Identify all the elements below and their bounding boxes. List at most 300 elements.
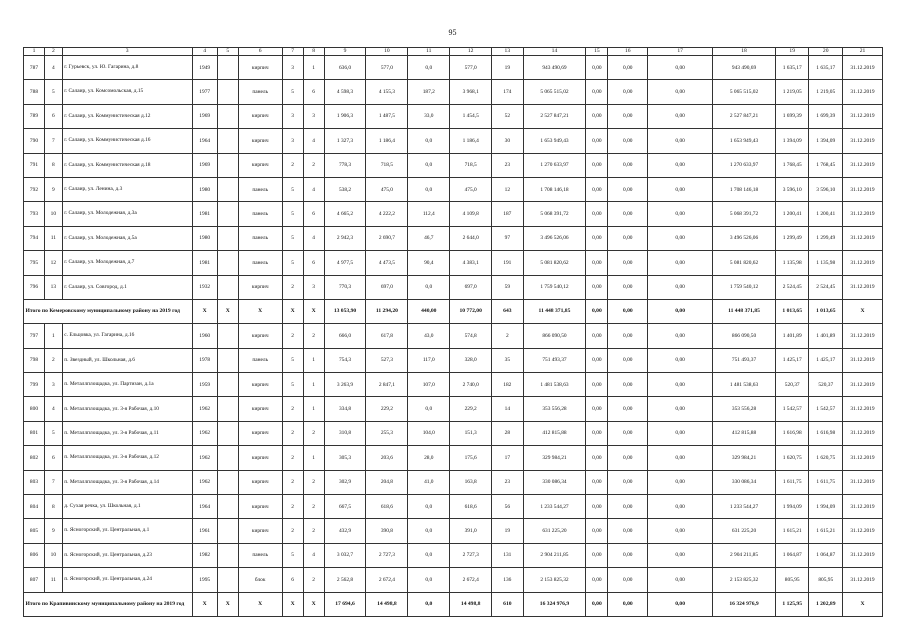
table-cell: 754,3: [324, 348, 366, 372]
table-cell: 5: [282, 373, 303, 397]
table-cell: 2 904 211,85: [713, 543, 776, 567]
table-cell: 778,3: [324, 153, 366, 177]
table-cell: 806: [24, 543, 45, 567]
table-cell: г. Салаир, ул. Коммунистическая д.18: [62, 153, 192, 177]
table-row: [24, 104, 883, 128]
table-cell: 2 524,45: [775, 275, 809, 299]
table-cell: 2 672,4: [450, 568, 492, 592]
table-cell: 4: [303, 129, 324, 153]
table-cell: 807: [24, 568, 45, 592]
table-cell: 0,00: [608, 129, 648, 153]
table-cell: 412 815,88: [713, 421, 776, 445]
table-cell: 1 699,39: [775, 104, 809, 128]
table-cell: 0,00: [648, 543, 713, 567]
table-row: [24, 543, 883, 567]
table-cell: 751 493,37: [713, 348, 776, 372]
table-cell: 1932: [192, 275, 217, 299]
table-cell: [217, 80, 238, 104]
table-cell: 11: [44, 226, 62, 250]
table-row: [24, 568, 883, 592]
table-cell: 28: [492, 421, 523, 445]
table-cell: 794: [24, 226, 45, 250]
table-cell: 527,3: [366, 348, 408, 372]
table-cell: 866 090,50: [523, 324, 586, 348]
table-cell: 1 481 538,63: [713, 373, 776, 397]
table-cell: 13: [44, 275, 62, 299]
table-header-row: [24, 48, 883, 56]
table-cell: [217, 568, 238, 592]
table-cell: 0,0: [408, 568, 450, 592]
column-header: 1: [24, 48, 45, 56]
table-cell: 0,00: [608, 470, 648, 494]
table-cell: 0,0: [408, 543, 450, 567]
table-cell: 31.12.2019: [842, 275, 882, 299]
table-cell: [217, 129, 238, 153]
table-cell: 2: [303, 153, 324, 177]
table-cell: 1 327,3: [324, 129, 366, 153]
table-cell: [217, 543, 238, 567]
table-cell: 2 672,4: [366, 568, 408, 592]
table-cell: 0,00: [648, 421, 713, 445]
table-cell: панель: [238, 80, 282, 104]
table-cell: 1 186,4: [366, 129, 408, 153]
table-cell: 1 620,75: [809, 446, 843, 470]
table-cell: 0,00: [648, 470, 713, 494]
table-cell: 330 086,34: [523, 470, 586, 494]
table-cell: 2 690,7: [366, 226, 408, 250]
table-cell: 2 942,3: [324, 226, 366, 250]
table-cell: [217, 470, 238, 494]
total-label: Итого по Кемеровскому муниципальному району на 2019 год: [24, 299, 193, 323]
table-cell: X: [303, 299, 324, 323]
table-cell: 31.12.2019: [842, 104, 882, 128]
table-cell: блок: [238, 568, 282, 592]
table-cell: 1 481 538,63: [523, 373, 586, 397]
table-cell: 1 635,17: [775, 56, 809, 80]
table-cell: 4 665,2: [324, 202, 366, 226]
table-cell: 3: [44, 373, 62, 397]
table-cell: 11 448 371,85: [713, 299, 776, 323]
column-header: 13: [492, 48, 523, 56]
table-cell: 16 324 976,9: [523, 592, 586, 616]
table-cell: п. Металлплощадка, ул. 3-я Рабочая, д.14: [62, 470, 192, 494]
table-cell: 3 496 526,06: [713, 226, 776, 250]
table-cell: 0,00: [608, 80, 648, 104]
table-cell: 1 219,05: [775, 80, 809, 104]
table-cell: X: [282, 592, 303, 616]
table-cell: 1969: [192, 104, 217, 128]
table-cell: 520,37: [809, 373, 843, 397]
table-cell: 2: [282, 153, 303, 177]
column-header: 12: [450, 48, 492, 56]
table-cell: 0,00: [608, 251, 648, 275]
table-cell: г. Салаир, ул. Коммунистическая д.12: [62, 104, 192, 128]
table-cell: 1 620,75: [775, 446, 809, 470]
table-row: [24, 373, 883, 397]
table-cell: 5: [282, 543, 303, 567]
table-cell: 31.12.2019: [842, 397, 882, 421]
column-header: 4: [192, 48, 217, 56]
table-cell: 191: [492, 251, 523, 275]
table-cell: 1 616,98: [809, 421, 843, 445]
table-cell: 0,00: [648, 592, 713, 616]
table-cell: кирпич: [238, 56, 282, 80]
table-cell: 718,5: [366, 153, 408, 177]
table-cell: кирпич: [238, 519, 282, 543]
table-cell: 14 498,8: [366, 592, 408, 616]
table-cell: 3 032,7: [324, 543, 366, 567]
table-cell: 3: [303, 275, 324, 299]
table-cell: 0,00: [648, 299, 713, 323]
table-cell: 4 977,5: [324, 251, 366, 275]
table-cell: 0,00: [608, 543, 648, 567]
table-cell: 3: [282, 129, 303, 153]
table-row: [24, 495, 883, 519]
table-cell: панель: [238, 348, 282, 372]
table-cell: 0,00: [608, 421, 648, 445]
table-cell: [217, 153, 238, 177]
table-cell: 1960: [192, 324, 217, 348]
table-cell: 943 490,69: [523, 56, 586, 80]
column-header: 7: [282, 48, 303, 56]
table-cell: 2 904 211,85: [523, 543, 586, 567]
table-cell: 31.12.2019: [842, 177, 882, 201]
table-cell: панель: [238, 177, 282, 201]
table-cell: 19: [492, 56, 523, 80]
table-cell: кирпич: [238, 104, 282, 128]
table-cell: X: [842, 299, 882, 323]
table-cell: 1 125,95: [775, 592, 809, 616]
table-cell: 2: [303, 421, 324, 445]
table-cell: 1 768,45: [809, 153, 843, 177]
table-cell: 0,00: [586, 446, 608, 470]
table-row: [24, 324, 883, 348]
table-cell: 0,0: [408, 153, 450, 177]
table-cell: [217, 421, 238, 445]
table-cell: 2 562,8: [324, 568, 366, 592]
table-cell: 0,00: [608, 373, 648, 397]
table-cell: 1 135,98: [809, 251, 843, 275]
table-cell: 1977: [192, 80, 217, 104]
table-row: [24, 177, 883, 201]
table-cell: 0,00: [608, 397, 648, 421]
table-cell: 475,0: [450, 177, 492, 201]
table-cell: 1995: [192, 568, 217, 592]
table-cell: 4: [303, 543, 324, 567]
table-cell: 31.12.2019: [842, 373, 882, 397]
table-cell: 1 200,41: [775, 202, 809, 226]
table-cell: 4: [303, 177, 324, 201]
table-cell: 4: [44, 56, 62, 80]
table-cell: 0,0: [408, 129, 450, 153]
table-cell: 0,00: [648, 226, 713, 250]
table-cell: 1 759 540,12: [523, 275, 586, 299]
table-cell: 1: [303, 348, 324, 372]
table-cell: д. Сухая речка, ул. Школьная, д.1: [62, 495, 192, 519]
table-cell: 0,00: [608, 275, 648, 299]
column-header: 9: [324, 48, 366, 56]
table-cell: 97: [492, 226, 523, 250]
table-cell: X: [303, 592, 324, 616]
table-cell: 17: [492, 446, 523, 470]
table-cell: 0,00: [648, 251, 713, 275]
table-row: [24, 129, 883, 153]
table-cell: 31.12.2019: [842, 202, 882, 226]
table-cell: 1962: [192, 421, 217, 445]
table-cell: 305,3: [324, 446, 366, 470]
column-header: 18: [713, 48, 776, 56]
table-cell: 0,00: [608, 226, 648, 250]
table-cell: 0,00: [586, 202, 608, 226]
table-cell: 2: [492, 324, 523, 348]
table-cell: 1 615,21: [775, 519, 809, 543]
column-header: 10: [366, 48, 408, 56]
table-cell: 1 233 544,27: [523, 495, 586, 519]
table-cell: 797: [24, 324, 45, 348]
table-cell: 1 616,98: [775, 421, 809, 445]
table-cell: панель: [238, 202, 282, 226]
table-cell: 0,00: [586, 421, 608, 445]
table-cell: панель: [238, 543, 282, 567]
table-cell: 41,0: [408, 470, 450, 494]
table-cell: 1 611,75: [775, 470, 809, 494]
table-cell: X: [282, 299, 303, 323]
table-cell: 1 200,41: [809, 202, 843, 226]
table-cell: 0,00: [648, 56, 713, 80]
table-cell: 14 498,8: [450, 592, 492, 616]
table-cell: 718,5: [450, 153, 492, 177]
table-row: [24, 421, 883, 445]
table-cell: 2 527 847,21: [523, 104, 586, 128]
table-cell: 1 270 633,97: [523, 153, 586, 177]
table-cell: 1980: [192, 226, 217, 250]
table-cell: 2: [303, 470, 324, 494]
table-cell: 631 225,20: [523, 519, 586, 543]
table-cell: 5: [282, 348, 303, 372]
column-header: 20: [809, 48, 843, 56]
table-cell: 0,00: [586, 177, 608, 201]
table-cell: [217, 495, 238, 519]
table-cell: 2: [282, 495, 303, 519]
table-cell: 31.12.2019: [842, 421, 882, 445]
table-cell: 2 527 847,21: [713, 104, 776, 128]
table-cell: 104,0: [408, 421, 450, 445]
table-cell: 1 615,21: [809, 519, 843, 543]
table-cell: 0,00: [608, 299, 648, 323]
table-cell: 0,00: [586, 373, 608, 397]
table-cell: 11 294,20: [366, 299, 408, 323]
table-cell: 353 556,28: [713, 397, 776, 421]
table-cell: 0,0: [408, 495, 450, 519]
table-cell: 1 994,09: [775, 495, 809, 519]
table-cell: 788: [24, 80, 45, 104]
table-cell: 0,00: [608, 177, 648, 201]
table-cell: 0,00: [648, 495, 713, 519]
table-cell: 791: [24, 153, 45, 177]
table-cell: 5: [44, 421, 62, 445]
table-cell: X: [217, 592, 238, 616]
table-cell: 0,00: [586, 397, 608, 421]
table-cell: [217, 251, 238, 275]
table-cell: 2: [282, 470, 303, 494]
table-cell: 1 699,39: [809, 104, 843, 128]
table-cell: 31.12.2019: [842, 519, 882, 543]
table-cell: 13 053,90: [324, 299, 366, 323]
table-cell: 182: [492, 373, 523, 397]
table-cell: 353 556,28: [523, 397, 586, 421]
table-cell: кирпич: [238, 397, 282, 421]
table-cell: 2: [44, 348, 62, 372]
table-cell: 5: [282, 226, 303, 250]
table-cell: 2: [282, 324, 303, 348]
table-cell: п. Ясногорский, ул. Центральная, д.23: [62, 543, 192, 567]
table-cell: 1964: [192, 129, 217, 153]
table-cell: 5 065 515,02: [713, 80, 776, 104]
table-cell: 4 109,8: [450, 202, 492, 226]
table-cell: 697,0: [450, 275, 492, 299]
table-cell: 31.12.2019: [842, 129, 882, 153]
table-cell: 0,00: [648, 177, 713, 201]
table-cell: 1 270 633,97: [713, 153, 776, 177]
table-cell: 187: [492, 202, 523, 226]
table-row: [24, 348, 883, 372]
table-cell: 330 086,34: [713, 470, 776, 494]
table-cell: 1 013,65: [809, 299, 843, 323]
table-cell: 1 401,89: [775, 324, 809, 348]
column-header: 2: [44, 48, 62, 56]
table-cell: 1 394,09: [809, 129, 843, 153]
table-cell: кирпич: [238, 421, 282, 445]
table-cell: 11: [44, 568, 62, 592]
table-cell: [217, 348, 238, 372]
table-cell: 2 644,0: [450, 226, 492, 250]
table-cell: 31.12.2019: [842, 226, 882, 250]
table-cell: 1 186,4: [450, 129, 492, 153]
table-cell: 175,6: [450, 446, 492, 470]
table-cell: панель: [238, 226, 282, 250]
table-cell: 136: [492, 568, 523, 592]
table-cell: 5 081 820,62: [713, 251, 776, 275]
table-cell: 1959: [192, 373, 217, 397]
table-cell: 0,00: [586, 519, 608, 543]
table-cell: 310,8: [324, 421, 366, 445]
table-cell: 9: [44, 177, 62, 201]
table-cell: г. Салаир, ул. Молодежная, д.7: [62, 251, 192, 275]
table-cell: 618,6: [450, 495, 492, 519]
table-cell: 174: [492, 80, 523, 104]
table-cell: 46,7: [408, 226, 450, 250]
table-cell: 3: [282, 104, 303, 128]
table-cell: кирпич: [238, 373, 282, 397]
table-cell: 0,00: [586, 592, 608, 616]
housing-table: [23, 47, 883, 617]
table-cell: 1 653 949,43: [523, 129, 586, 153]
table-cell: 14: [492, 397, 523, 421]
table-cell: 90,4: [408, 251, 450, 275]
table-row: [24, 470, 883, 494]
table-cell: 0,00: [586, 104, 608, 128]
table-cell: 1 653 949,43: [713, 129, 776, 153]
table-cell: г. Салаир, ул. Коммунистическая д.16: [62, 129, 192, 153]
table-cell: п. Металлплощадка, ул. 3-я Рабочая, д.10: [62, 397, 192, 421]
table-cell: 1949: [192, 56, 217, 80]
table-cell: 1980: [192, 177, 217, 201]
table-cell: [217, 56, 238, 80]
table-cell: 0,00: [608, 104, 648, 128]
page-number: 95: [448, 28, 457, 37]
table-cell: 4 155,3: [366, 80, 408, 104]
table-cell: 5 068 391,72: [523, 202, 586, 226]
table-cell: 796: [24, 275, 45, 299]
table-cell: 31.12.2019: [842, 251, 882, 275]
total-row: [24, 299, 883, 323]
table-cell: п. Ясногорский, ул. Центральная, д.24: [62, 568, 192, 592]
table-cell: 0,00: [608, 495, 648, 519]
table-row: [24, 56, 883, 80]
table-cell: 618,6: [366, 495, 408, 519]
table-cell: 1 759 540,12: [713, 275, 776, 299]
table-cell: 2: [282, 421, 303, 445]
table-cell: 52: [492, 104, 523, 128]
table-cell: 31.12.2019: [842, 543, 882, 567]
table-cell: 5 081 820,62: [523, 251, 586, 275]
table-cell: 0,00: [586, 226, 608, 250]
table-cell: 2 524,45: [809, 275, 843, 299]
table-cell: 7: [44, 470, 62, 494]
table-cell: 0,00: [648, 153, 713, 177]
table-cell: 3 596,10: [809, 177, 843, 201]
table-cell: 0,00: [586, 299, 608, 323]
table-cell: 4 598,3: [324, 80, 366, 104]
table-cell: 5: [282, 177, 303, 201]
table-cell: 1: [303, 446, 324, 470]
table-cell: 1 454,5: [450, 104, 492, 128]
table-cell: 59: [492, 275, 523, 299]
table-cell: 1 135,98: [775, 251, 809, 275]
table-cell: 329 984,21: [523, 446, 586, 470]
table-cell: г. Салаир, ул. Ленина, д.3: [62, 177, 192, 201]
table-cell: 23: [492, 153, 523, 177]
table-cell: 0,0: [408, 56, 450, 80]
table-cell: 5: [282, 251, 303, 275]
table-cell: 1: [303, 373, 324, 397]
table-cell: кирпич: [238, 495, 282, 519]
table-cell: 801: [24, 421, 45, 445]
table-cell: 643: [492, 299, 523, 323]
table-cell: 802: [24, 446, 45, 470]
table-cell: 31.12.2019: [842, 495, 882, 519]
table-cell: п. Металлплощадка, ул. Партизан, д.1а: [62, 373, 192, 397]
table-cell: 1 635,17: [809, 56, 843, 80]
table-cell: 390,8: [366, 519, 408, 543]
table-cell: [217, 446, 238, 470]
table-cell: 4 222,2: [366, 202, 408, 226]
table-cell: 1 425,17: [775, 348, 809, 372]
table-cell: [217, 177, 238, 201]
table-cell: 697,0: [366, 275, 408, 299]
table-cell: 2: [303, 495, 324, 519]
table-cell: кирпич: [238, 153, 282, 177]
column-header: 8: [303, 48, 324, 56]
table-cell: 2 153 825,32: [523, 568, 586, 592]
table-cell: г. Салаир, ул. Комсомольская, д.15: [62, 80, 192, 104]
table-cell: 1: [44, 324, 62, 348]
table-cell: X: [842, 592, 882, 616]
table-cell: 31.12.2019: [842, 348, 882, 372]
table-cell: 1962: [192, 470, 217, 494]
table-cell: 412 815,88: [523, 421, 586, 445]
table-cell: 1: [303, 56, 324, 80]
